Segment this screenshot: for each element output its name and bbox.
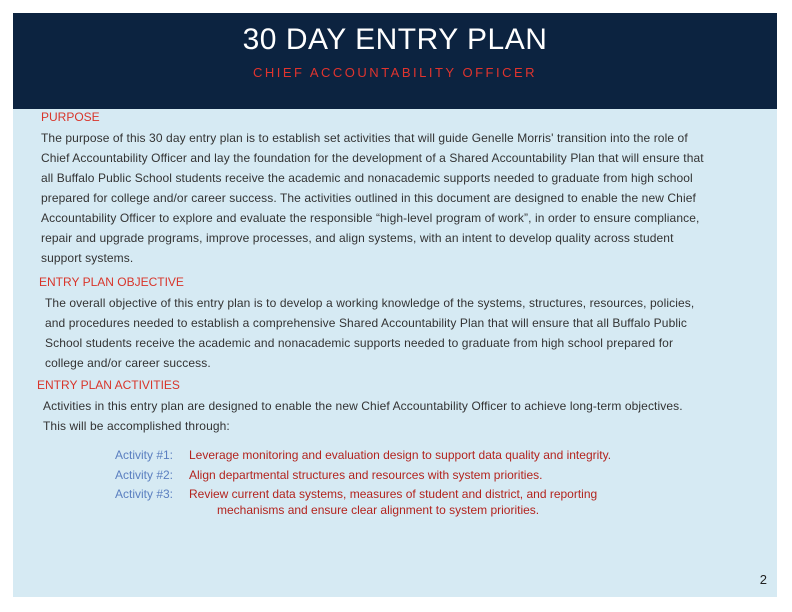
objective-line: The overall objective of this entry plan is to develop a working knowledge of the systems, structures, resources, policies, — [45, 296, 695, 310]
page-subtitle: CHIEF ACCOUNTABILITY OFFICER — [252, 65, 538, 80]
activity-label: Activity #2: — [115, 468, 174, 482]
purpose-paragraph — [41, 128, 704, 268]
objective-line: and procedures needed to establish a comprehensive Shared Accountability Plan that will ensure that all Buffalo Public — [45, 316, 687, 330]
page-title: 30 DAY ENTRY PLAN — [242, 23, 548, 56]
activities-heading: ENTRY PLAN ACTIVITIES — [37, 378, 180, 392]
activity-text: Leverage monitoring and evaluation design to support data quality and integrity. — [189, 448, 612, 462]
activities-paragraph — [43, 396, 683, 436]
activity-text: Review current data systems, measures of student and district, and reporting — [189, 487, 598, 501]
purpose-line: Chief Accountability Officer and lay the foundation for the development of a Shared Accountability Plan that will ensure that — [41, 151, 704, 165]
purpose-line: repair and upgrade programs, improve processes, and align systems, with an intent to develop quality across student — [41, 231, 674, 245]
purpose-line: Accountability Officer to explore and evaluate the responsible “high-level program of work”, in order to ensure compliance, — [41, 211, 700, 225]
purpose-line: The purpose of this 30 day entry plan is to establish set activities that will guide Genelle Morris' transition into the role of — [41, 131, 688, 145]
activity-label: Activity #3: — [115, 487, 174, 501]
activity-continuation: mechanisms and ensure clear alignment to system priorities. — [217, 503, 540, 517]
purpose-line: prepared for college and/or career success. The activities outlined in this document are designed to enable the new Chief — [41, 191, 696, 205]
activity-text: Align departmental structures and resources with system priorities. — [189, 468, 543, 482]
purpose-heading: PURPOSE — [41, 110, 100, 124]
activities-line: This will be accomplished through: — [43, 419, 230, 433]
activity-item — [115, 466, 542, 484]
purpose-line: support systems. — [41, 251, 134, 265]
purpose-line: all Buffalo Public School students receive the academic and nonacademic supports needed to graduate from high school — [41, 171, 693, 185]
objective-heading: ENTRY PLAN OBJECTIVE — [39, 275, 184, 289]
activities-line: Activities in this entry plan are designed to enable the new Chief Accountability Officer to achieve long-term objectives. — [43, 399, 683, 413]
slide — [13, 13, 777, 597]
objective-paragraph — [45, 293, 694, 373]
activity-item — [115, 446, 611, 464]
page-number: 2 — [759, 572, 767, 587]
objective-line: School students receive the academic and nonacademic supports needed to graduate from high school prepared for — [45, 336, 674, 350]
activity-label: Activity #1: — [115, 448, 174, 462]
header-banner — [13, 13, 777, 109]
activity-item — [115, 485, 597, 503]
objective-line: college and/or career success. — [45, 356, 211, 370]
